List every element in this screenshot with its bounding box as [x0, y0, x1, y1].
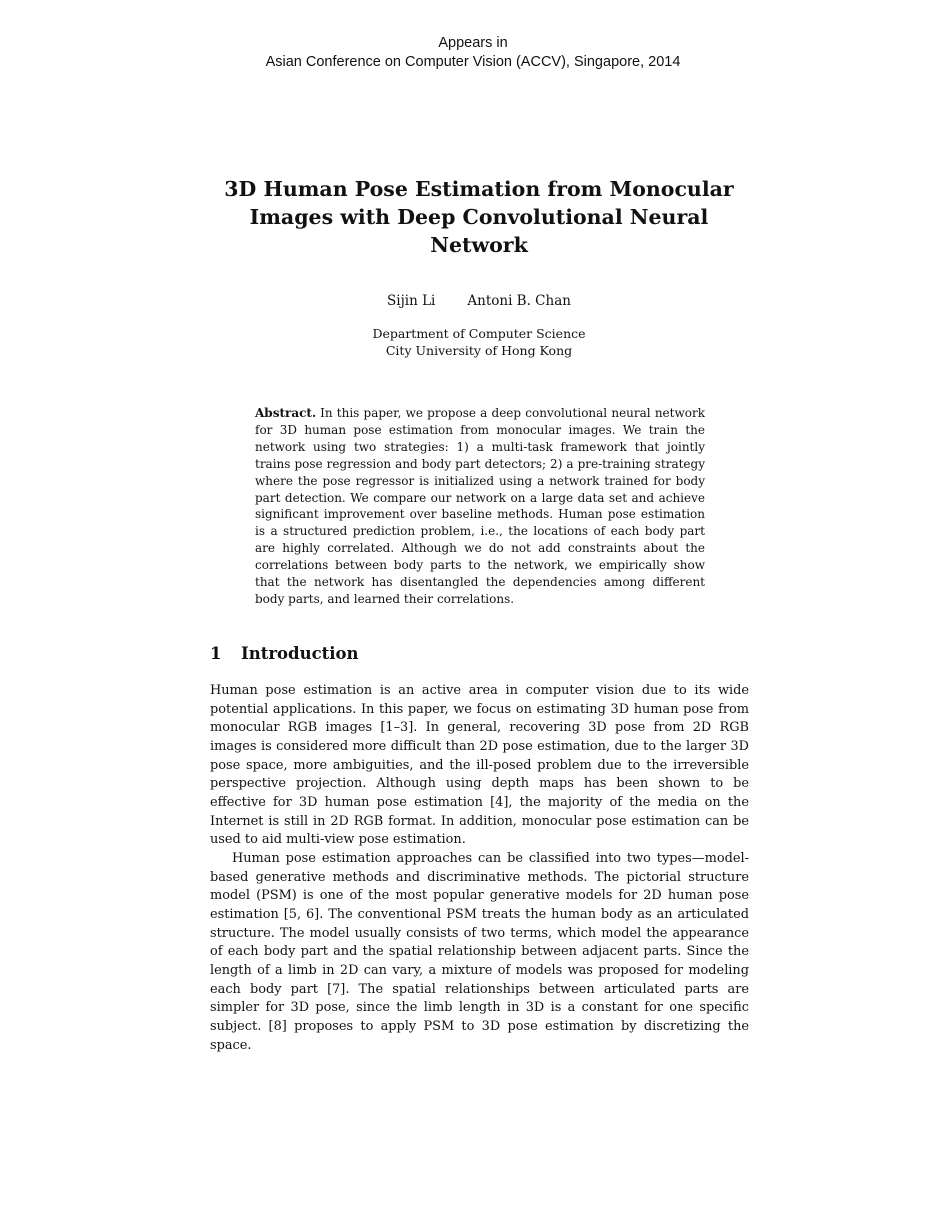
author-2: Antoni B. Chan [467, 293, 571, 309]
affiliation-line-1: Department of Computer Science [372, 326, 586, 341]
paragraph-2: Human pose estimation approaches can be classified into two types—model-based generative methods and discriminative methods. The pictorial structure model (PSM) is one of the most popular generative models for 2D human pose estimation [5, 6]. The conventional PSM treats the human body as an articulated structure. The model usually consists of two terms, which model the appearance of each body part and the spatial relationship between adjacent parts. Since the length of a limb in 2D can vary, a mixture of models was proposed for modeling each body part [7]. The spatial relationships between articulated parts are simpler for 3D pose, since the limb length in 3D is a constant for one specific subject. [8] proposes to apply PSM to 3D pose estimation by discretizing the space. [210, 851, 749, 1053]
body-text [210, 682, 749, 1055]
paragraph-1: Human pose estimation is an active area in computer vision due to its wide potential applications. In this paper, we focus on estimating 3D human pose from monocular RGB images [1–3]. In general, recovering 3D pose from 2D RGB images is considered more difficult than 2D pose estimation, due to the larger 3D pose space, more ambiguities, and the ill-posed problem due to the irreversible perspective projection. Although using depth maps has been shown to be effective for 3D human pose estimation [4], the majority of the media on the Internet is still in 2D RGB format. In addition, monocular pose estimation can be used to aid multi-view pose estimation. [210, 683, 749, 848]
header-line-2: Asian Conference on Computer Vision (ACCV), Singapore, 2014 [265, 54, 681, 70]
affiliation [0, 325, 952, 359]
section-title: Introduction [241, 644, 359, 663]
section-heading [210, 643, 750, 665]
abstract-label: Abstract. [255, 406, 317, 420]
section-number: 1 [210, 644, 222, 663]
conference-header [0, 34, 946, 72]
header-line-1: Appears in [438, 35, 508, 51]
author-1: Sijin Li [387, 293, 436, 309]
paper-title: 3D Human Pose Estimation from Monocular Images with Deep Convolutional Neural Network [224, 177, 734, 257]
abstract [255, 405, 705, 608]
author-list [0, 292, 952, 310]
abstract-text: In this paper, we propose a deep convolutional neural network for 3D human pose estimation from monocular images. We train the network using two strategies: 1) a multi-task framework that jointly trains pose regression and body part detectors; 2) a pre-training strategy where the pose regressor is initialized using a network trained for body part detection. We compare our network on a large data set and achieve significant improvement over baseline methods. Human pose estimation is a structured prediction problem, i.e., the locations of each body part are highly correlated. Although we do not add constraints about the correlations between body parts to the network, we empirically show that the network has disentangled the dependencies among different body parts, and learned their correlations. [255, 406, 705, 606]
affiliation-line-2: City University of Hong Kong [385, 343, 573, 358]
